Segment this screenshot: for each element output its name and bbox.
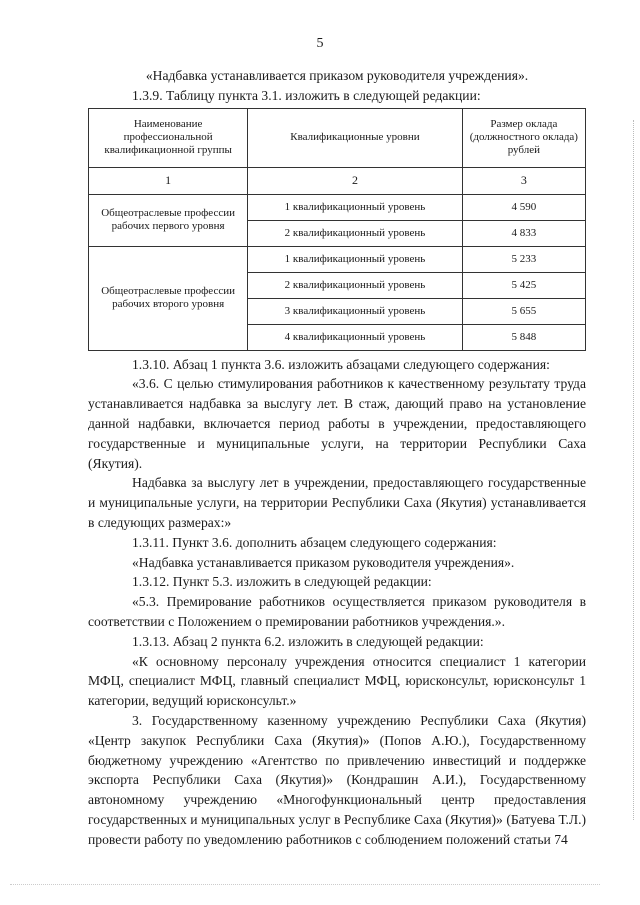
paragraph-1-3-11: 1.3.11. Пункт 3.6. дополнить абзацем следующего содержания: bbox=[132, 534, 497, 550]
salary-cell: 5 233 bbox=[462, 246, 585, 272]
paragraph-quote-bonus: «Надбавка устанавливается приказом руководителя учреждения». bbox=[145, 68, 529, 83]
level-cell: 2 квалификационный уровень bbox=[248, 272, 462, 298]
paragraph-1-3-9: 1.3.9. Таблицу пункта 3.1. изложить в следующей редакции: bbox=[132, 87, 481, 103]
column-number: 3 bbox=[462, 167, 585, 194]
paragraph-6-2-quote: «К основному персоналу учреждения относится специалист 1 категории МФЦ, специалист МФЦ, главный специалист МФЦ, юрисконсульт, юрисконсульт 1 категории, ведущий юрисконсульт.» bbox=[88, 653, 586, 709]
level-cell: 1 квалификационный уровень bbox=[248, 246, 462, 272]
scan-bottom-artifact bbox=[10, 884, 600, 885]
page-number: 5 bbox=[316, 36, 324, 51]
paragraph-seniority-bonus: Надбавка за выслугу лет в учреждении, предоставляющего государственные и муниципальные услуги, на территории Республики Саха (Якутия) устанавливается в следующих размерах:» bbox=[88, 475, 586, 530]
column-number: 2 bbox=[248, 167, 462, 194]
table-number-row bbox=[89, 167, 586, 194]
document-body bbox=[88, 66, 586, 850]
group-name-first-level: Общеотраслевые профессии рабочих первого уровня bbox=[89, 194, 248, 246]
table-row bbox=[89, 246, 586, 272]
salary-cell: 5 848 bbox=[462, 324, 585, 350]
table-row bbox=[89, 194, 586, 220]
paragraph-5-3-quote: «5.3. Премирование работников осуществляется приказом руководителя в соответствии с Положением о премировании работников учреждения.». bbox=[88, 594, 586, 629]
table-header-row bbox=[89, 108, 586, 167]
paragraph-3-6-quote: «3.6. С целью стимулирования работников к качественному результату труда устанавливается надбавка за выслугу лет. В стаж, дающий право на установление данной надбавки, включается период работы в учреждении, предоставляющего государственные и муниципальные услуги, на территории Республики Саха (Якутия). bbox=[88, 376, 586, 471]
paragraph-1-3-12: 1.3.12. Пункт 5.3. изложить в следующей редакции: bbox=[132, 574, 432, 590]
header-group-name: Наименование профессиональной квалификационной группы bbox=[89, 108, 248, 167]
paragraph-1-3-13: 1.3.13. Абзац 2 пункта 6.2. изложить в следующей редакции: bbox=[132, 633, 484, 649]
paragraph-item-3: 3. Государственному казенному учреждению Республики Саха (Якутия) «Центр закупок Республики Саха (Якутия)» (Попов А.Ю.), Государственному бюджетному учреждению «Агентство по привлечению инвестиций и поддержке экспорта Республики Саха (Якутия)» (Кондрашин А.И.), Государственному автономному учреждению «Многофункциональный центр предоставления государственных и муниципальных услуг в Республике Саха (Якутия)» (Батуева Т.Л.) провести работу по уведомлению работников с соблюдением положений статьи 74 bbox=[88, 712, 586, 847]
level-cell: 3 квалификационный уровень bbox=[248, 298, 462, 324]
scan-margin-artifact bbox=[632, 120, 634, 820]
salary-cell: 5 425 bbox=[462, 272, 585, 298]
salary-cell: 4 833 bbox=[462, 220, 585, 246]
header-levels: Квалификационные уровни bbox=[248, 108, 462, 167]
paragraph-1-3-10: 1.3.10. Абзац 1 пункта 3.6. изложить абзацами следующего содержания: bbox=[132, 356, 550, 372]
group-name-second-level: Общеотраслевые профессии рабочих второго уровня bbox=[89, 246, 248, 350]
qualification-table bbox=[88, 108, 586, 351]
level-cell: 2 квалификационный уровень bbox=[248, 220, 462, 246]
paragraph-quote-bonus-2: «Надбавка устанавливается приказом руководителя учреждения». bbox=[132, 554, 515, 570]
level-cell: 4 квалификационный уровень bbox=[248, 324, 462, 350]
level-cell: 1 квалификационный уровень bbox=[248, 194, 462, 220]
column-number: 1 bbox=[89, 167, 248, 194]
salary-cell: 5 655 bbox=[462, 298, 585, 324]
salary-cell: 4 590 bbox=[462, 194, 585, 220]
header-salary: Размер оклада (должностного оклада) рублей bbox=[462, 108, 585, 167]
